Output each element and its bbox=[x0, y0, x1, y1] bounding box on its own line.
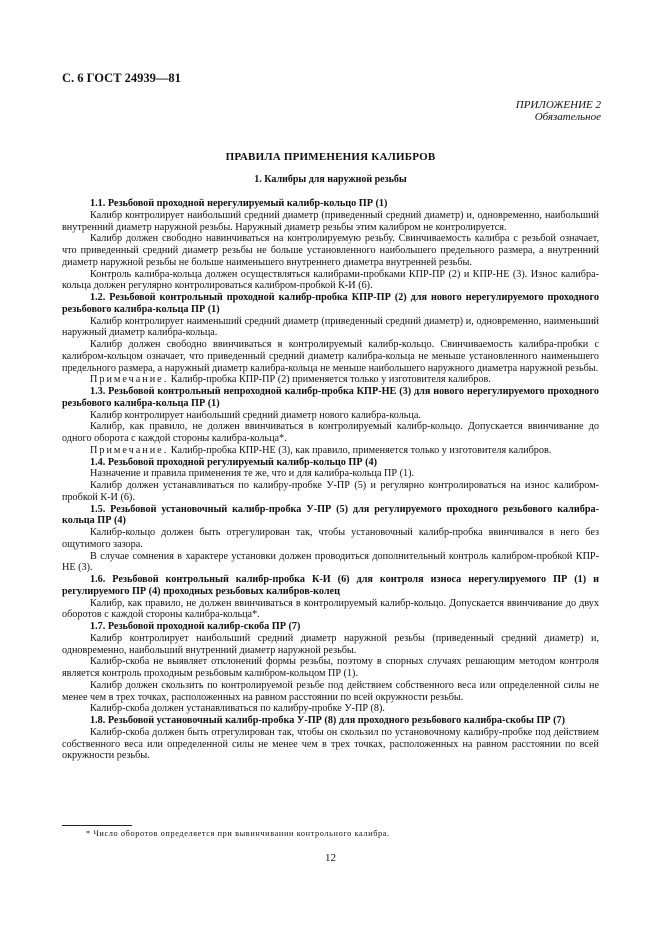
paragraph: В случае сомнения в характере установки должен проводиться дополнительный контроль калибром-пробкой КПР-НЕ (3). bbox=[62, 550, 599, 574]
running-header: С. 6 ГОСТ 24939—81 bbox=[62, 71, 181, 85]
footnote: * Число оборотов определяется при вывинчивании контрольного калибра. bbox=[86, 829, 390, 838]
paragraph: Калибр, как правило, не должен ввинчиваться в контролируемый калибр-кольцо. Допускается ввинчивание до одного оборота с каждой стороны калибра-кольца*. bbox=[62, 421, 599, 444]
footnote-divider bbox=[62, 825, 132, 826]
paragraph: Калибр контролирует наибольший средний диаметр нового калибра-кольца. bbox=[90, 409, 421, 421]
section-heading: 1.1. Резьбовой проходной нерегулируемый калибр-кольцо ПР (1) bbox=[90, 198, 388, 209]
note-label: Примечание. bbox=[90, 444, 169, 456]
paragraph: Калибр-скоба должен быть отрегулирован так, чтобы он скользил по установочному калибру-пробке под действием собственного веса или определенной силы не менее чем в трех точках, расположенных на равном расстоянии по всей окружности резьбы. bbox=[62, 726, 599, 762]
paragraph: Калибр должен свободно ввинчиваться в контролируемый калибр-кольцо. Свинчиваемость калибра-пробки с калибром-кольцом означает, что приведенный средний диаметр калибра-кольца не меньше установленного наименьшего предельного размера, а наружный диаметр калибра-кольца не меньше наибольшего наружного диаметра наружной резьбы. bbox=[62, 339, 599, 374]
paragraph: Калибр должен скользить по контролируемой резьбе под действием собственного веса или определенной силы не менее чем в трех точках, расположенных на равном расстоянии по всей окружности резьбы. bbox=[62, 679, 599, 703]
paragraph: Калибр должен устанавливаться по калибру-пробке У-ПР (5) и регулярно контролироваться на износ калибром-пробкой К-И (6). bbox=[62, 480, 599, 503]
section-heading: 1.4. Резьбовой проходной регулируемый калибр-кольцо ПР (4) bbox=[90, 456, 377, 468]
appendix-block bbox=[516, 99, 601, 123]
section-heading: 1.2. Резьбовой контрольный проходной калибр-пробка КПР-ПР (2) для нового нерегулируемого проходного резьбового калибра-кольца ПР (1) bbox=[62, 292, 599, 315]
appendix-label: ПРИЛОЖЕНИЕ 2 bbox=[515, 99, 601, 111]
appendix-status: Обязательное bbox=[534, 111, 601, 123]
page-number: 12 bbox=[325, 852, 336, 864]
paragraph: Калибр-скоба не выявляет отклонений формы резьбы, поэтому в спорных случаях решающим методом контроля является контроль проходным резьбовым калибром-кольцом ПР (1). bbox=[62, 656, 599, 679]
note-label: Примечание. bbox=[90, 374, 169, 386]
paragraph: Калибр, как правило, не должен ввинчиваться в контролируемый калибр-кольцо. Допускается ввинчивание до двух оборотов с каждой стороны калибра-кольца*. bbox=[62, 597, 599, 621]
note-text: Калибр-пробка КПР-ПР (2) применяется только у изготовителя калибров. bbox=[170, 374, 491, 386]
section-heading: 1.7. Резьбовой проходной калибр-скоба ПР (7) bbox=[90, 621, 301, 632]
paragraph: Калибр контролирует наименьший средний диаметр (приведенный средний диаметр) и, одновременно, наименьший наружный диаметр калибра-кольца. bbox=[62, 315, 599, 339]
note-paragraph bbox=[62, 445, 599, 457]
paragraph: Калибр-кольцо должен быть отрегулирован так, чтобы установочный калибр-пробка ввинчивался в него без ощутимого зазора. bbox=[62, 527, 599, 550]
section-heading: 1.8. Резьбовой установочный калибр-пробка У-ПР (8) для проходного резьбового калибра-скобы ПР (7) bbox=[90, 715, 566, 726]
note-paragraph bbox=[62, 374, 599, 386]
section-heading: 1.5. Резьбовой установочный калибр-пробка У-ПР (5) для регулируемого проходного резьбового калибра-кольца ПР (4) bbox=[62, 503, 599, 527]
body-text bbox=[62, 195, 599, 762]
paragraph: Калибр должен свободно навинчиваться на контролируемую резьбу. Свинчиваемость калибра с резьбой означает, что приведенный средний диаметр резьбы не больше установленного наибольшего предельного размера, а внутренний диаметр наружной резьбы не больше наименьшего внутреннего диаметра внутренней резьбы. bbox=[62, 233, 599, 268]
section-heading: 1.6. Резьбовой контрольный калибр-пробка К-И (6) для контроля износа нерегулируемого ПР (1) и регулируемого ПР (4) проходных резьбовых калибров-колец bbox=[62, 574, 599, 597]
paragraph: Контроль калибра-кольца должен осуществляться калибрами-пробками КПР-ПР (2) и КПР-НЕ (3). Износ калибра-кольца должен регулярно контролироваться калибром-пробкой К-И (6). bbox=[62, 268, 599, 292]
section-heading: 1.3. Резьбовой контрольный непроходной калибр-пробка КПР-НЕ (3) для нового нерегулируемого проходного резьбового калибра-кольца ПР (1) bbox=[62, 386, 599, 409]
paragraph: Калибр контролирует наибольший средний диаметр наружной резьбы (приведенный средний диаметр) и, одновременно, наибольший внутренний диаметр наружной резьбы. bbox=[62, 632, 599, 656]
paragraph: Калибр контролирует наибольший средний диаметр (приведенный средний диаметр) и, одновременно, наибольший внутренний диаметр наружной резьбы. Наружный диаметр резьбы этим калибром не контролируется. bbox=[62, 209, 599, 233]
section-title: 1. Калибры для наружной резьбы bbox=[254, 174, 407, 185]
paragraph: Назначение и правила применения те же, что и для калибра-кольца ПР (1). bbox=[90, 468, 415, 480]
document-title: ПРАВИЛА ПРИМЕНЕНИЯ КАЛИБРОВ bbox=[225, 151, 436, 163]
note-text: Калибр-пробка КПР-НЕ (3), как правило, применяется только у изготовителя калибров. bbox=[170, 444, 552, 456]
paragraph: Калибр-скоба должен устанавливаться по калибру-пробке У-ПР (8). bbox=[90, 703, 385, 715]
